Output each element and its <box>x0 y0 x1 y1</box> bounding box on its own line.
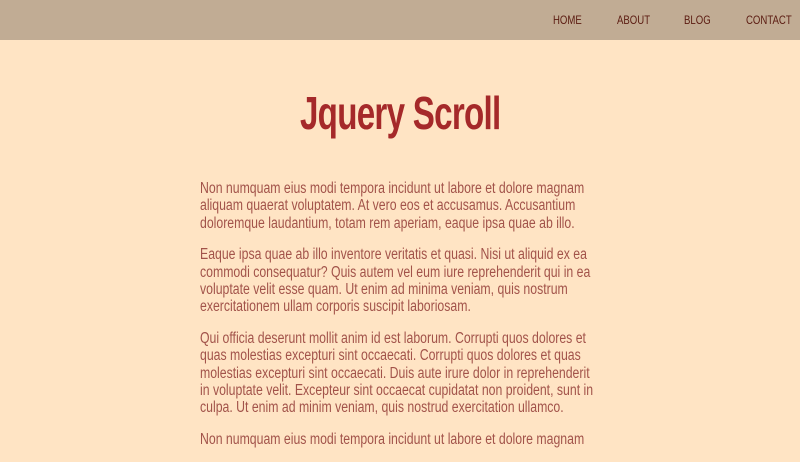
nav-link-about[interactable]: ABOUT <box>617 13 651 27</box>
article-content <box>200 180 600 462</box>
nav-link-blog[interactable]: BLOG <box>684 13 711 27</box>
paragraph-3: Qui officia deserunt mollit anim id est laborum. Corrupti quos dolores et quas molestias excepturi sint occaecati. Corrupti quos dolores et quas molestias excepturi sint occaecati. Duis aute irure dolor in reprehenderit in voluptate velit. Excepteur sint occaecat cupidatat non proident, sunt in culpa. Ut enim ad minim veniam, quis nostrud exercitation ullamco. <box>200 329 594 417</box>
nav-link-home[interactable]: HOME <box>553 13 582 27</box>
page-title-text: Jquery Scroll <box>299 87 501 139</box>
paragraph-4: Non numquam eius modi tempora incidunt ut labore et dolore magnam <box>200 430 585 448</box>
nav-link-contact[interactable]: CONTACT <box>746 13 792 27</box>
page-title <box>0 86 800 140</box>
paragraph-2: Eaque ipsa quae ab illo inventore veritatis et quasi. Nisi ut aliquid ex ea commodi consequatur? Quis autem vel eum iure reprehenderit qui in ea voluptate velit esse quam. Ut enim ad minima veniam, quis nostrum exercitationem ullam corporis suscipit laboriosam. <box>200 246 591 316</box>
paragraph-1: Non numquam eius modi tempora incidunt ut labore et dolore magnam aliquam quaerat voluptatem. At vero eos et accusamus. Accusantium doloremque laudantium, totam rem aperiam, eaque ipsa quae ab illo. <box>200 180 585 232</box>
top-navbar <box>0 0 800 40</box>
